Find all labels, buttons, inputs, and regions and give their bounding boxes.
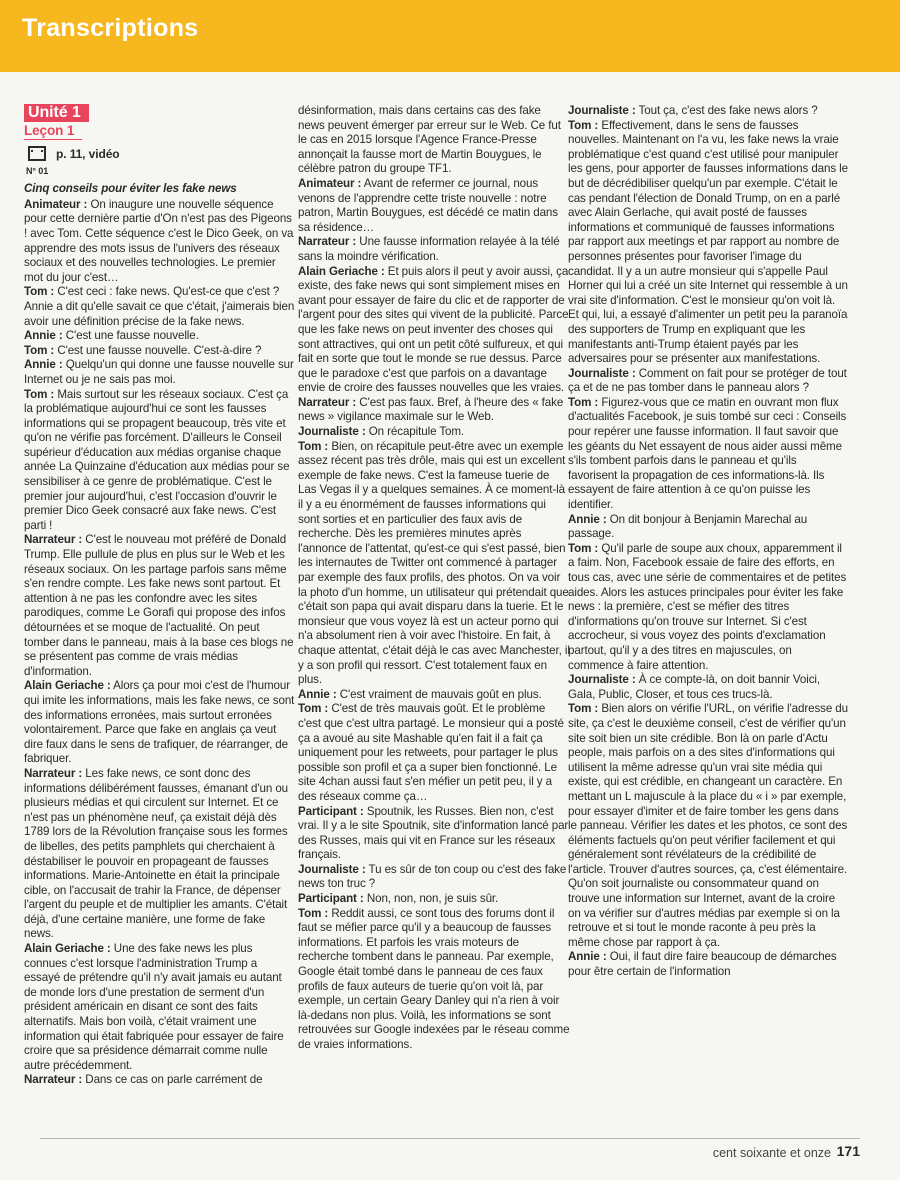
speech-text: On dit bonjour à Benjamin Marechal au passage. (568, 512, 808, 541)
transcript-paragraph (568, 950, 848, 979)
unit-badge: Unité 1 (24, 104, 89, 122)
speaker-name: Annie : (24, 358, 63, 372)
speaker-name: Journaliste : (298, 862, 366, 876)
speech-text: On récapitule Tom. (365, 425, 465, 439)
speech-text: Quelqu'un qui donne une fausse nouvelle sur Internet ou je ne sais pas moi. (24, 358, 294, 386)
transcript-paragraph (24, 1073, 296, 1088)
speaker-name: Tom : (24, 285, 55, 299)
page-number: 171 (836, 1143, 860, 1159)
transcript-paragraph (24, 358, 296, 387)
transcript-paragraph (568, 104, 848, 119)
transcript-paragraph (24, 679, 296, 767)
speech-text: Reddit aussi, ce sont tous des forums dont il faut se méfier parce qu'il y a beaucoup de fausses informations. Et parfois les vrais moteurs de recherche tombent dans le panneau. Par exemple, Google était tombé dans le panneau de ces faux profils de faux auteurs de tuerie qu'on voit là, par exemple, un certain Geary Danley qui n'a rien à voir là-dedans non plus. Voilà, les informations se sont retrouvées sur Google indexées par le réseau comme de vraies informations. (298, 906, 570, 1051)
header-banner (0, 0, 900, 72)
speaker-name: Alain Geriache : (24, 942, 111, 956)
speaker-name: Tom : (568, 702, 599, 716)
speech-text: Non, non, non, je suis sûr. (363, 892, 499, 906)
transcript-paragraph (24, 767, 296, 942)
speaker-name: Tom : (24, 343, 55, 357)
column-3-text (568, 104, 848, 980)
speaker-name: Participant : (298, 804, 364, 818)
speech-text: Bien alors on vérifie l'URL, on vérifie l'adresse du site, ça c'est le deuxième conseil, c'est de vérifier qu'un site soit bien un site crédible. Bon là on parle d'Actu people, mais parfois on a des sites d'informations qui utilisent la même adresse qu'un vrai site média qui existe, qui est crédible, en changeant un caractère. En mettant un L majuscule à la place du « i » par exemple, pour essayer d'imiter et de faire tomber les gens dans le panneau. Vérifier les dates et les photos, ce sont des éléments factuels qu'on peut vérifier facilement et qui généralement sont révélateurs de la crédibilité de l'article. Trouver d'autres sources, ça, c'est élémentaire. Qu'on soit journaliste ou consommateur quand on trouve une information sur Internet, avant de la croire on va vérifier sur d'autres médias par exemple si on la retrouve et si tout le monde raconte à peu près la même chose par rapport à ça. (568, 702, 849, 949)
lesson-label: Leçon 1 (24, 124, 82, 141)
page-reference: p. 11, vidéo (56, 147, 120, 162)
speech-text: C'est le nouveau mot préféré de Donald Trump. Elle pullule de plus en plus sur le Web et les réseaux sociaux. On les partage parfois sans même s'en rendre compte. Les fake news sont partout. Et attention à ne pas les confondre avec les sites parodiques, comme Le Gorafi qui propose des infos détournées et se moque de l'actualité. On peut tomber dans le panneau, mais à la base ces blogs ne se présentent pas comme de vrais médias d'information. (24, 533, 294, 678)
page-title: Transcriptions (22, 14, 199, 42)
speaker-name: Narrateur : (298, 395, 357, 409)
transcript-paragraph (24, 329, 296, 344)
speech-text: C'est de très mauvais goût. Et le problème c'est que c'est ultra partagé. Le monsieur qui a posté ça a avoué au site Mashable qu'en fait il a fait ça uniquement pour les retweets, pour partager le plus possible son profil et ça a super bien fonctionné. Le site 4chan aussi faut s'en méfier un petit peu, il y a des réseaux comme ça… (298, 702, 564, 803)
speaker-name: Annie : (24, 329, 63, 343)
speaker-name: Participant : (298, 892, 364, 906)
transcript-paragraph (298, 863, 570, 892)
speech-text: À ce compte-là, on doit bannir Voici, Gala, Public, Closer, et tous ces trucs-là. (568, 673, 821, 701)
speaker-name: Narrateur : (24, 766, 83, 780)
film-icon (28, 146, 46, 161)
speaker-name: Tom : (298, 702, 329, 716)
transcript-paragraph (298, 177, 570, 235)
speech-text: C'est une fausse nouvelle. C'est-à-dire ? (54, 343, 262, 357)
speaker-name: Animateur : (24, 197, 88, 211)
speech-text: Figurez-vous que ce matin en ouvrant mon flux d'actualités Facebook, je suis tombé sur ceci : Conseils pour repérer une fausse information. Il faut savoir que les géants du Net essayent de nous aider aussi même s'ils tombent parfois dans le panneau et qu'ils favorisent la propagation de ces informations-là. Ils essayent de faire attention à ce qu'on puisse les identifier. (568, 395, 847, 512)
speech-text: C'est vraiment de mauvais goût en plus. (336, 687, 542, 701)
speech-text: C'est ceci : fake news. Qu'est-ce que c'est ? Annie a dit qu'elle savait ce que c'était, j'aimerais bien avoir une définition précise de la fake news. (24, 285, 295, 328)
transcript-paragraph (298, 235, 570, 264)
transcript-paragraph (298, 702, 570, 804)
speaker-name: Annie : (568, 512, 607, 526)
speech-text: Une des fake news les plus connues c'est lorsque l'administration Trump a essayé de prétendre qu'il n'y avait jamais eu autant de monde lors d'une prestation de serment d'un président américain en disant ce sont des faits alternatifs. Mais bon voilà, c'était vraiment une information qui était fabriquée pour essayer de faire croire que sa présidence démarrait comme nulle autre précédemment. (24, 942, 284, 1072)
transcript-paragraph (568, 673, 848, 702)
transcript-paragraph (568, 367, 848, 396)
speech-text: Bien, on récapitule peut-être avec un exemple assez récent pas très drôle, mais qui est un excellent exemple de fake news. C'est la fameuse tuerie de Las Vegas il y a quelques semaines. À ce moment-là il y a eu énormément de fausses informations qui sont sorties et en particulier des faux avis de recherche. Dès les premières minutes après l'annonce de l'attentat, qu'est-ce qui s'est passé, bien les internautes de Twitter ont commencé à partager par exemple des faux profils, des photos. On va voir la photo d'un homme, un utilisateur qui prétendait que c'était son papa qui avait disparu dans la tuerie. Et le monsieur que vous voyez là est un acteur porno qui n'a absolument rien à voir avec l'histoire. En fait, à chaque attentat, c'était déjà le cas avec Manchester, il y a son profil qui ressort. C'est totalement faux en plus. (298, 439, 570, 687)
speech-text: Qu'il parle de soupe aux choux, apparemment il a faim. Non, Facebook essaie de faire des efforts, en tous cas, avec une série de commentaires et de petites aides. Alors les astuces principales pour éviter les fake news : la première, c'est se méfier des titres d'informations qu'on trouve sur Internet. Si c'est accrocheur, si vous voyez des points d'exclamation partout, qu'il y a des titres en majuscules, on commence à faire attention. (568, 541, 847, 672)
page-number-words: cent soixante et onze (712, 1146, 831, 1160)
transcript-paragraph (298, 892, 570, 907)
transcript-paragraph (24, 344, 296, 359)
transcript-paragraph (298, 396, 570, 425)
speaker-name: Journaliste : (568, 366, 636, 380)
speaker-name: Journaliste : (298, 425, 366, 439)
transcript-paragraph (298, 688, 570, 703)
speaker-name: Annie : (568, 950, 607, 964)
speaker-name: Narrateur : (298, 235, 357, 249)
column-1-text (24, 198, 296, 1088)
speaker-name: Journaliste : (568, 104, 636, 117)
transcript-paragraph (568, 542, 848, 673)
speaker-name: Annie : (298, 687, 337, 701)
speech-text: Spoutnik, les Russes. Bien non, c'est vrai. Il y a le site Spoutnik, site d'information lancé par des Russes, mais qui vit en France sur les réseaux français. (298, 804, 569, 862)
speaker-name: Tom : (298, 906, 329, 920)
transcript-paragraph (568, 119, 848, 367)
column-2-text (298, 104, 570, 1053)
speech-text: Une fausse information relayée à la télé sans la moindre vérification. (298, 235, 560, 263)
speaker-name: Alain Geriache : (24, 679, 111, 693)
speaker-name: Tom : (298, 439, 329, 453)
transcript-paragraph (298, 265, 570, 396)
speaker-name: Tom : (568, 395, 599, 409)
track-number: N° 01 (26, 166, 49, 177)
speech-text: Comment on fait pour se protéger de tout ça et de ne pas tomber dans le panneau alors ? (568, 366, 847, 395)
section-heading: Cinq conseils pour éviter les fake news (24, 182, 237, 196)
speech-text: Dans ce cas on parle carrément de (82, 1073, 263, 1087)
transcript-paragraph (24, 533, 296, 679)
speaker-name: Tom : (568, 118, 599, 132)
speech-text: Tu es sûr de ton coup ou c'est des fake news ton truc ? (298, 862, 567, 891)
speaker-name: Tom : (568, 541, 599, 555)
transcript-paragraph (298, 425, 570, 440)
speech-text: On inaugure une nouvelle séquence pour cette dernière partie d'On n'est pas des Pigeons ! avec Tom. Cette séquence c'est le Dico Geek, on va apprendre des mots issus de l'univers des réseaux sociaux et des nouvelles technologies. Le premier mot du jour c'est… (24, 197, 294, 284)
transcript-paragraph (24, 942, 296, 1073)
column-1 (24, 104, 296, 1088)
speaker-name: Narrateur : (24, 533, 83, 547)
speech-text: Et puis alors il peut y avoir aussi, ça existe, des fake news qui sont simplement mises en avant pour essayer de faire du clic et de rapporter de l'argent pour des sites qui vivent de la publicité. Parce que les fake news on peut inventer des choses qui sont attractives, qui ont un petit côté sulfureux, et qui fait en sorte que tout le monde se rue dessus. Parce que le paradoxe c'est que parfois on a davantage envie de croire des fausses nouvelles que les vraies. (298, 264, 569, 395)
transcript-paragraph (24, 285, 296, 329)
speech-text: Effectivement, dans le sens de fausses nouvelles. Maintenant on l'a vu, les fake news la vraie problématique c'est quand c'est utilisé pour manipuler les gens, pour apporter de fausses informations dans le but de décrédibiliser quelqu'un par exemple. C'était le cas pendant l'élection de Donald Trump, on en a parlé avec Alain Gerlache, qui avait posté de fausses informations et communiqué de fausses informations par rapport aux meetings et par rapport au nombre de personnes présentes pour favoriser l'image du candidat. Il y a un autre monsieur qui s'appelle Paul Horner qui lui a créé un site Internet qui ressemble à un vrai site d'information. C'est le monsieur qu'on voit là. Et qui, lui, a essayé d'alimenter un petit peu la paranoïa des supporters de Trump en expliquant que les manifestants anti-Trump étaient payés par les adversaires pour se présenter aux manifestations. (568, 118, 849, 366)
transcript-paragraph (568, 702, 848, 950)
transcript-paragraph (568, 396, 848, 513)
speech-text: Alors ça pour moi c'est de l'humour qui imite les informations, mais les fake news, ce sont des informations erronées, mais surtout erronées volontairement. Parce que fake en anglais ça veut dire faux dans le sens de trafiquer, de réarranger, de fabriquer. (24, 679, 295, 766)
speech-text: Tout ça, c'est des fake news alors ? (635, 104, 818, 117)
speech-text: Avant de refermer ce journal, nous venons de l'apprendre cette triste nouvelle : notre patron, Martin Bouygues, est décédé ce matin dans sa résidence… (298, 176, 558, 234)
video-reference (24, 146, 296, 176)
speech-text: Mais surtout sur les réseaux sociaux. C'est ça la problématique aujourd'hui ce sont les fausses informations qui se propagent beaucoup, très vite et qu'on ne vérifie pas forcément. D'ailleurs le Conseil supérieur d'éducation aux médias organise chaque année La Quinzaine d'éducation aux médias pour se sensibiliser à ce genre de problématique. C'est le premier jour aujourd'hui, c'est l'occasion d'ouvrir le premier Dico Geek consacré aux fake news. C'est parti ! (24, 387, 290, 532)
transcript-paragraph (568, 513, 848, 542)
speech-text: désinformation, mais dans certains cas des fake news peuvent émerger par erreur sur le Web. Ce fut le cas en 2015 lorsque l'Agence France-Presse annonçait la fausse mort de Martin Bouygues, le célèbre patron du groupe TF1. (298, 104, 561, 176)
transcript-paragraph (298, 104, 570, 177)
speaker-name: Alain Geriache : (298, 264, 385, 278)
transcript-paragraph (298, 907, 570, 1053)
transcript-paragraph (24, 198, 296, 286)
speech-text: C'est pas faux. Bref, à l'heure des « fake news » vigilance maximale sur le Web. (298, 395, 564, 424)
speech-text: C'est une fausse nouvelle. (62, 329, 199, 343)
transcript-paragraph (298, 805, 570, 863)
transcript-paragraph (298, 440, 570, 688)
speaker-name: Animateur : (298, 176, 362, 190)
speaker-name: Narrateur : (24, 1073, 83, 1087)
column-2 (298, 104, 570, 1053)
speech-text: Les fake news, ce sont donc des informations délibérément fausses, émanant d'un ou plusieurs médias et qui circulent sur Internet. Et ce n'est pas un phénomène neuf, ça existait déjà dès 1789 lors de la Révolution française sous les formes de libelles, des petits pamphlets qui cherchaient à déstabiliser le pouvoir en propageant de fausses informations. Marie-Antoinette en était la principale cible, on l'accusait de trahir la France, de dépenser l'argent du peuple et de multiplier les amants. C'était déjà, d'une certaine manière, une forme de fake news. (24, 766, 289, 941)
column-3 (568, 104, 848, 980)
transcript-paragraph (24, 388, 296, 534)
footer-divider (40, 1138, 860, 1139)
speech-text: Oui, il faut dire faire beaucoup de démarches pour être certain de l'information (568, 950, 837, 979)
speaker-name: Tom : (24, 387, 55, 401)
speaker-name: Journaliste : (568, 673, 636, 687)
